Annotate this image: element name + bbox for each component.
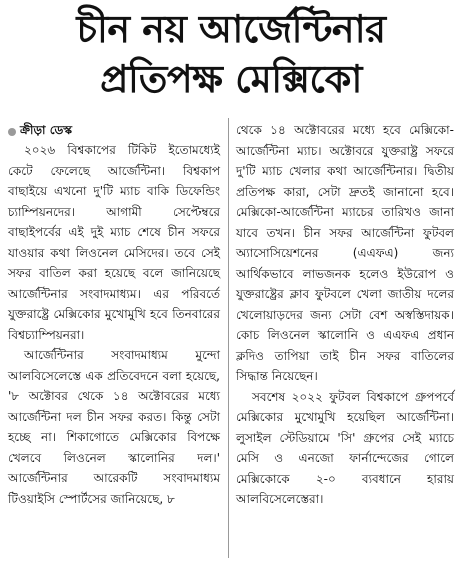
bullet-icon (8, 128, 16, 136)
paragraph: সবশেষ ২০২২ ফুটবল বিশ্বকাপে গ্রুপপর্বে মেক্সিকোর মুখোমুখি হয়েছিল আর্জেন্টিনা। লুসাইল স্টেডিয়ামে 'সি' গ্রুপের সেই ম্যাচে মেসি ও এনজো ফার্নান্দেজের গোলে মেক্সিকোকে ২-০ ব্যবধানে হারায় আলবিসেলেস্তেরা। (236, 389, 454, 506)
right-column (236, 120, 454, 510)
paragraph: আর্জেন্টিনার সংবাদমাধ্যম মুন্দো আলবিসেলেস্তে এক প্রতিবেদনে বলা হয়েছে, '৮ অক্টোবর থেকে ১৪ অক্টোবরের মধ্যে আর্জেন্টিনা দল চীন সফর করত। কিন্তু সেটা হচ্ছে না। শিকাগোতে মেক্সিকোর বিপক্ষে খেলবে লিওনেল স্কালোনির দল।' আর্জেন্টিনার আরেকটি সংবাদমাধ্যম টিওয়াইসি স্পোর্টসের জানিয়েছে, ৮ (8, 348, 220, 506)
paragraph: ২০২৬ বিশ্বকাপের টিকিট ইতোমধ্যেই কেটে ফেলেছে আর্জেন্টিনা। বিশ্বকাপ বাছাইয়ে এখনো দু'টি ম্যাচ বাকি ডিফেন্ডিং চ্যাম্পিয়নদের। আগামী সেপ্টেম্বরে বাছাইপর্বের এই দুই ম্যাচ শেষে চীন সফরে যাওয়ার কথা লিওনেল মেসিদের। তবে সেই সফর বাতিল করা হয়েছে বলে জানিয়েছে আর্জেন্টিনার সংবাদমাধ্যম। এর পরিবর্তে যুক্তরাষ্ট্রে মেক্সিকোর মুখোমুখি হবে তিনবারের বিশ্বচ্যাম্পিয়নরা। (8, 143, 220, 342)
left-column (8, 140, 220, 509)
headline-line-2: প্রতিপক্ষ মেক্সিকো (100, 57, 362, 101)
column-divider (228, 118, 229, 558)
paragraph: থেকে ১৪ অক্টোবরের মধ্যে হবে মেক্সিকো-আর্জেন্টিনা ম্যাচ। অক্টোবরে যুক্তরাষ্ট্র সফরে দু'টি ম্যাচ খেলার কথা আর্জেন্টিনার। দ্বিতীয় প্রতিপক্ষ কারা, সেটা দ্রুতই জানানো হবে। মেক্সিকো-আর্জেন্টিনা ম্যাচের তারিখও জানা যাবে তখন। চীন সফর আর্জেন্টিনা ফুটবল অ্যাসোসিয়েশনের (এএফএ) জন্য আর্থিকভাবে লাভজনক হলেও ইউরোপ ও যুক্তরাষ্ট্রের ক্লাব ফুটবলে খেলা জাতীয় দলের খেলোয়াড়দের জন্য সেটা বেশ অস্বস্তিদায়ক। কোচ লিওনেল স্কালোনি ও এএফএ প্রধান ক্লদিও তাপিয়া তাই চীন সফর বাতিলের সিদ্ধান্ত নিয়েছেন। (236, 123, 454, 383)
section-label (8, 122, 72, 142)
section-name: ক্রীড়া ডেস্ক (20, 123, 73, 137)
headline (0, 4, 462, 104)
headline-line-1: চীন নয় আর্জেন্টিনার (76, 7, 386, 51)
